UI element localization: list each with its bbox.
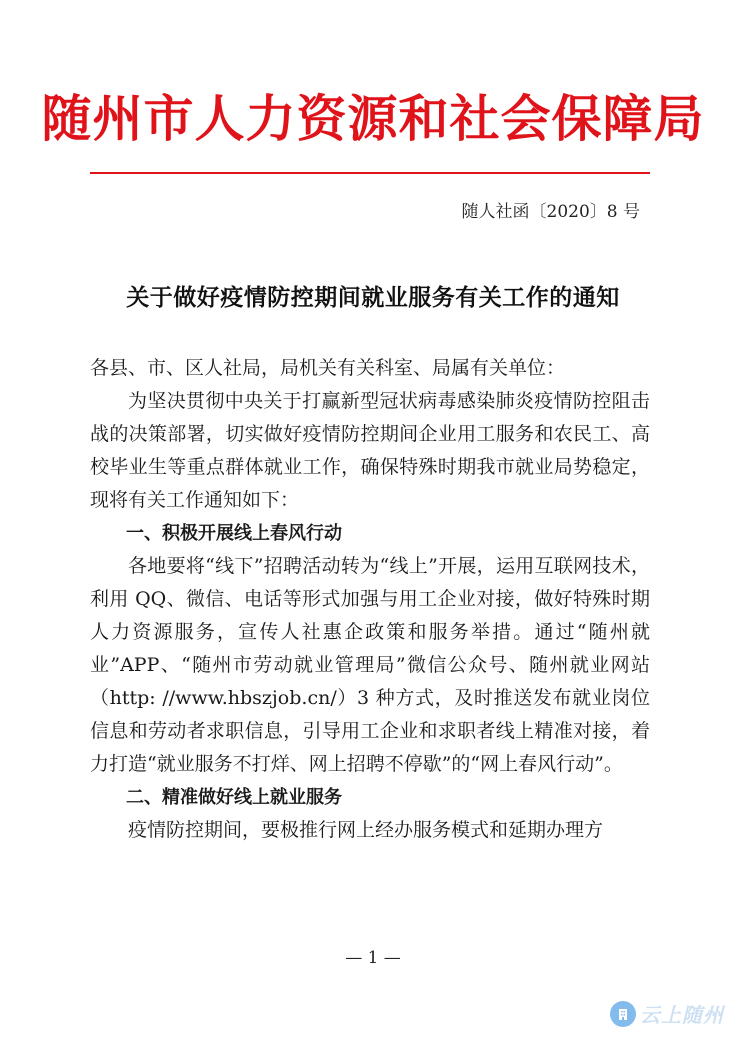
page-number: — 1 — (345, 948, 401, 968)
watermark-logo (610, 999, 724, 1028)
document-body (90, 352, 650, 847)
salutation: 各县、市、区人社局，局机关有关科室、局属有关单位： (90, 357, 566, 379)
organization-header: 随州市人力资源和社会保障局 (41, 89, 705, 148)
section-2-paragraph: 疫情防控期间，要极推行网上经办服务模式和延期办理方 (128, 819, 604, 841)
header-red-rule (90, 172, 650, 174)
section-2-heading: 二、精准做好线上就业服务 (126, 787, 342, 808)
watermark-text: 云上随州 (640, 1003, 724, 1027)
document-number: 随人社函〔2020〕8 号 (461, 202, 640, 222)
document-title: 关于做好疫情防控期间就业服务有关工作的通知 (126, 284, 620, 311)
intro-paragraph: 为坚决贯彻中央关于打赢新型冠状病毒感染肺炎疫情防控阻击战的决策部署，切实做好疫情防控期间企业用工服务和农民工、高校毕业生等重点群体就业工作，确保特殊时期我市就业局势稳定，现将有关工作通知如下： (90, 390, 650, 511)
building-icon (610, 1001, 636, 1027)
section-1-heading: 一、积极开展线上春风行动 (126, 523, 342, 544)
section-1-paragraph: 各地要将“线下”招聘活动转为“线上”开展，运用互联网技术，利用 QQ、微信、电话等形式加强与用工企业对接，做好特殊时期人力资源服务，宣传人社惠企政策和服务举措。通过“随州就业”APP、“随州市劳动就业管理局”微信公众号、随州就业网站（http: //www.hbszjob.cn/）3 种方式，及时推送发布就业岗位信息和劳动者求职信息，引导用工企业和求职者线上精准对接，着力打造“就业服务不打烊、网上招聘不停歇”的“网上春风行动”。 (90, 555, 650, 775)
